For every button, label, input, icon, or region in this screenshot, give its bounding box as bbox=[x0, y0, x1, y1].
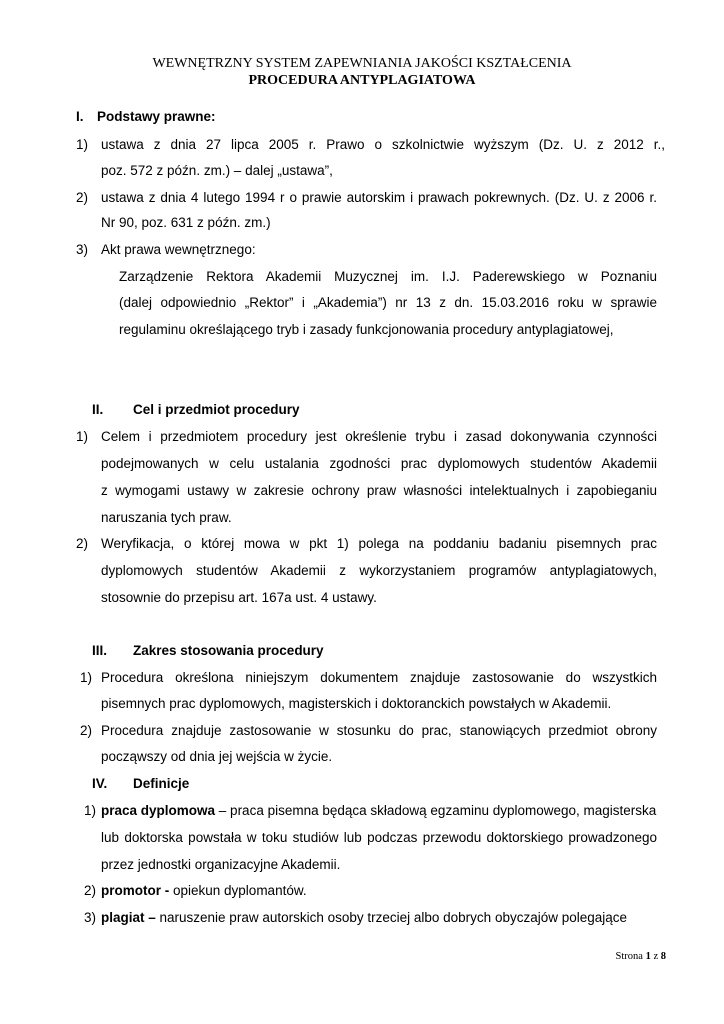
list-item-text: z wymogami ustawy w zakresie ochrony praw własności intelektualnych i zapobieganiu bbox=[101, 483, 657, 498]
list-item-number: 3) bbox=[76, 242, 89, 257]
list-item-text: poz. 572 z późn. zm.) – dalej „ustawa”, bbox=[101, 163, 333, 178]
definition-text: opiekun dyplomantów. bbox=[169, 883, 307, 898]
list-item-text: pisemnych prac dyplomowych, magisterskich i doktoranckich powstałych w Akademii. bbox=[101, 696, 612, 711]
list-item-text: naruszania tych praw. bbox=[101, 510, 232, 525]
sub-item-text: Zarządzenie Rektora Akademii Muzycznej im. I.J. Paderewskiego w Poznaniu bbox=[119, 269, 657, 284]
definition-term: promotor - bbox=[101, 883, 170, 898]
list-item-text: dyplomowych studentów Akademii z wykorzystaniem programów antyplagiatowych, bbox=[101, 563, 657, 578]
list-item-text: Akt prawa wewnętrznego: bbox=[101, 242, 256, 257]
page-label: Strona bbox=[615, 951, 643, 962]
list-item-text: stosownie do przepisu art. 167a ust. 4 ustawy. bbox=[101, 590, 377, 605]
list-item-text: przez jednostki organizacyjne Akademii. bbox=[101, 857, 341, 872]
sub-item-text: (dalej odpowiednio „Rektor” i „Akademia”) nr 13 z dn. 15.03.2016 roku w sprawie bbox=[119, 295, 657, 310]
list-item-number: 2) bbox=[84, 883, 97, 898]
list-item-text: Weryfikacja, o której mowa w pkt 1) polega na poddaniu badaniu pisemnych prac bbox=[101, 536, 657, 551]
section-4-number: IV. bbox=[92, 776, 108, 791]
list-item-number: 1) bbox=[80, 670, 93, 685]
list-item-text bbox=[101, 802, 656, 820]
list-item-number: 1) bbox=[76, 137, 89, 152]
definition-text: naruszenie praw autorskich osoby trzeciej albo dobrych obyczajów polegające bbox=[155, 910, 628, 925]
page-footer bbox=[616, 951, 666, 962]
section-1-number: I. bbox=[76, 109, 84, 124]
list-item-text: ustawa z dnia 27 lipca 2005 r. Prawo o szkolnictwie wyższym (Dz. U. z 2012 r., bbox=[101, 137, 665, 152]
list-item-text bbox=[101, 909, 627, 927]
page-number: 1 bbox=[645, 951, 651, 962]
list-item-text: ustawa z dnia 4 lutego 1994 r o prawie autorskim i prawach pokrewnych. (Dz. U. z 2006 r. bbox=[101, 190, 657, 205]
definition-term: praca dyplomowa bbox=[101, 803, 216, 818]
page-of: z bbox=[653, 951, 659, 962]
section-3-heading: Zakres stosowania procedury bbox=[133, 643, 324, 658]
system-title: WEWNĘTRZNY SYSTEM ZAPEWNIANIA JAKOŚCI KSZTAŁCENIA bbox=[152, 56, 572, 71]
list-item-text: Procedura znajduje zastosowanie w stosunku do prac, stanowiących przedmiot obrony bbox=[101, 723, 657, 738]
definition-text: – praca pisemna będąca składową egzaminu dyplomowego, magisterska bbox=[215, 803, 657, 818]
procedure-title: PROCEDURA ANTYPLAGIATOWA bbox=[248, 73, 476, 88]
list-item-text: lub doktorska powstała w toku studiów lub podczas przewodu doktorskiego prowadzonego bbox=[101, 830, 657, 845]
section-4-heading: Definicje bbox=[133, 776, 190, 791]
list-item-text: począwszy od dnia jej wejścia w życie. bbox=[101, 749, 333, 764]
list-item-text: Celem i przedmiotem procedury jest określenie trybu i zasad dokonywania czynności bbox=[101, 429, 657, 444]
list-item-number: 1) bbox=[76, 429, 89, 444]
definition-term: plagiat – bbox=[101, 910, 156, 925]
section-2-heading: Cel i przedmiot procedury bbox=[133, 402, 300, 417]
section-1-heading: Podstawy prawne: bbox=[97, 109, 216, 124]
sub-item-text: regulaminu określającego tryb i zasady funkcjonowania procedury antyplagiatowej, bbox=[119, 322, 614, 337]
list-item-text: Procedura określona niniejszym dokumentem znajduje zastosowanie do wszystkich bbox=[101, 670, 657, 685]
section-3-number: III. bbox=[92, 643, 108, 658]
page-total: 8 bbox=[660, 951, 666, 962]
list-item-number: 3) bbox=[84, 910, 97, 925]
list-item-text: Nr 90, poz. 631 z późn. zm.) bbox=[101, 215, 271, 230]
list-item-text: podejmowanych w celu ustalania zgodności prac dyplomowych studentów Akademii bbox=[101, 456, 657, 471]
list-item-number: 2) bbox=[76, 536, 89, 551]
list-item-number: 2) bbox=[76, 190, 89, 205]
list-item-number: 1) bbox=[84, 803, 97, 818]
list-item-text bbox=[101, 882, 307, 900]
list-item-number: 2) bbox=[80, 723, 93, 738]
section-2-number: II. bbox=[92, 402, 104, 417]
